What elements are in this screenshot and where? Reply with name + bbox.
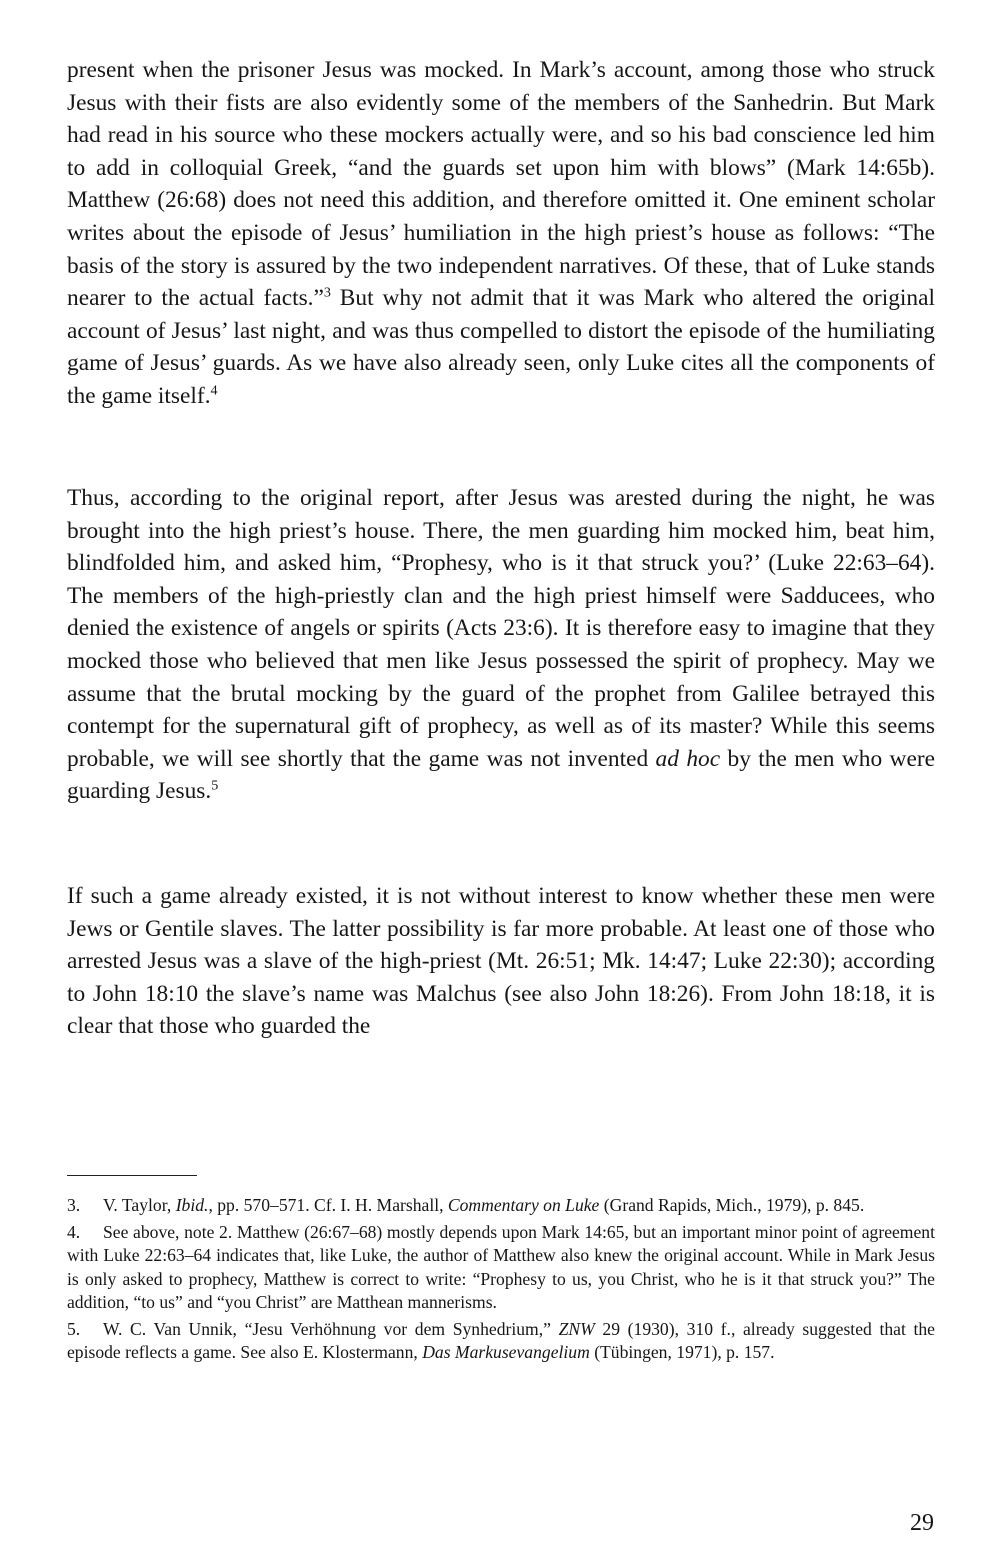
text-run: Thus, according to the original report, after Jesus was arested during the night, he was brought into the high priest’s house. There, the men guarding him mocked him, beat him, blindfolded him, and asked him, “Prophesy, who is it that struck you?’ (Luke 22:63–64). The members of the high-priestly clan and the high priest himself were Sadducees, who denied the existence of angels or spirits (Acts 23:6). It is therefore easy to imagine that they mocked those who believed that men like Jesus possessed the spirit of prophecy. May we assume that the brutal mocking by the guard of the prophet from Galilee betrayed this contempt for the supernatural gift of prophecy, as well as of its master? While this seems probable, we will see shortly that the game was not invented (67, 485, 935, 772)
text-run: , pp. 570–571. Cf. I. H. Marshall, (208, 1195, 448, 1215)
text-run: present when the prisoner Jesus was mocked. In Mark’s account, among those who struck Jesus with their fists are also evidently some of the members of the Sanhedrin. But Mark had read in his source who these mockers actually were, and so his bad conscience led him to add in colloquial Greek, “and the guards set upon him with blows” (Mark 14:65b). Matthew (26:68) does not need this addition, and therefore omitted it. One eminent scholar writes about the episode of Jesus’ humiliation in the high priest’s house as follows: “The basis of the story is assured by the two independent narratives. Of these, that of Luke stands nearer to the actual facts.” (67, 57, 935, 312)
text-run: V. Taylor, (103, 1195, 176, 1215)
italic-text: ad hoc (655, 745, 721, 772)
text-run: W. C. Van Unnik, “Jesu Verhöhnung vor dem Synhedrium,” (103, 1318, 559, 1339)
text-run: (Grand Rapids, Mich., 1979), p. 845. (599, 1195, 865, 1215)
footnote-text (103, 1195, 864, 1215)
text-run: 29 (1930), 310 f., already suggested that the episode reflects a game. See also E. Klostermann, (67, 1318, 935, 1362)
italic-text: Commentary on Luke (447, 1195, 600, 1215)
footnote-number: 5. (67, 1318, 81, 1339)
body-paragraph-1 (67, 54, 935, 413)
body-paragraph-3 (67, 880, 935, 1043)
footnote-reference: 5 (211, 777, 219, 794)
italic-text: ZNW (558, 1318, 595, 1339)
footnote-number: 4. (67, 1221, 81, 1242)
body-paragraph-2 (67, 482, 935, 808)
italic-text: Das Markusevangelium (422, 1342, 590, 1362)
footnote-text (67, 1222, 935, 1313)
footnote-separator (67, 1175, 197, 1176)
footnote-reference: 3 (323, 284, 331, 301)
text-run: See above, note 2. Matthew (26:67–68) mostly depends upon Mark 14:65, but an important minor point of agreement with Luke 22:63–64 indicates that, like Luke, the author of Matthew also knew the original account. While in Mark Jesus is only asked to prophecy, Matthew is correct to write: “Prophesy to us, you Christ, who he is it that struck you?” The addition, “to us” and “you Christ” are Matthean mannerisms. (67, 1221, 935, 1312)
text-run: But why not admit that it was Mark who altered the original account of Jesus’ last night, and was thus compelled to distort the episode of the humiliating game of Jesus’ guards. As we have also already seen, only Luke cites all the components of the game itself. (67, 285, 935, 409)
text-run: If such a game already existed, it is not without interest to know whether these men were Jews or Gentile slaves. The latter possibility is far more probable. At least one of those who arrested Jesus was a slave of the high-priest (Mt. 26:51; Mk. 14:47; Luke 22:30); according to John 18:10 the slave’s name was Malchus (see also John 18:26). From John 18:18, it is clear that those who guarded the (67, 883, 935, 1040)
footnote-5 (67, 1318, 935, 1365)
footnote-3 (67, 1194, 935, 1218)
footnote-text (67, 1319, 935, 1363)
footnotes (67, 1194, 935, 1368)
text-run: (Tübingen, 1971), p. 157. (589, 1342, 775, 1362)
footnote-4 (67, 1221, 935, 1315)
page-number: 29 (910, 1510, 934, 1536)
text-run: by the men who were guarding Jesus. (67, 745, 936, 805)
footnote-number: 3. (67, 1195, 81, 1215)
italic-text: Ibid. (175, 1195, 209, 1215)
footnote-reference: 4 (210, 382, 218, 399)
